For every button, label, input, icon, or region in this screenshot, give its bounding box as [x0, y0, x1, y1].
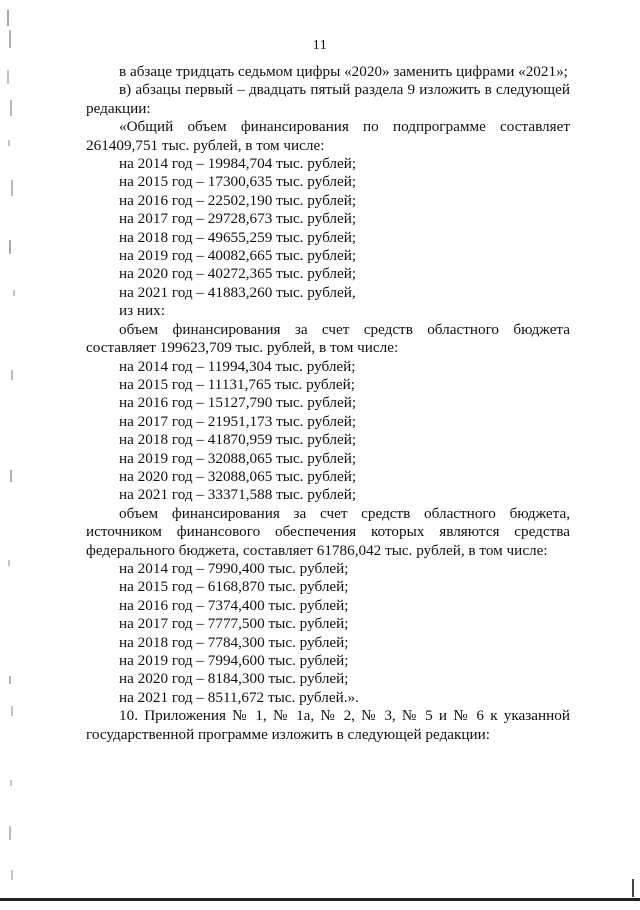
text-line: на 2017 год – 29728,673 тыс. рублей; [119, 210, 357, 228]
text-line: на 2016 год – 7374,400 тыс. рублей; [119, 596, 349, 614]
text-line: на 2014 год – 19984,704 тыс. рублей; [119, 155, 357, 173]
text-line: из них: [119, 302, 165, 320]
scan-corner-mark [632, 879, 634, 897]
text-line: в абзаце тридцать седьмом цифры «2020» заменить цифрами «2021»; [119, 63, 568, 80]
text-line: на 2021 год – 8511,672 тыс. рублей.». [119, 688, 359, 706]
text-line: на 2021 год – 41883,260 тыс. рублей, [119, 283, 356, 301]
text-line: «Общий объем финансирования по подпрограмме составляет [119, 118, 570, 136]
text-line: на 2016 год – 22502,190 тыс. рублей; [119, 191, 357, 209]
text-line: федерального бюджета, составляет 61786,042 тыс. рублей, в том числе: [86, 541, 548, 559]
text-line: 10. Приложения № 1, № 1а, № 2, № 3, № 5 и № 6 к указанной [119, 707, 570, 725]
text-line: на 2015 год – 11131,765 тыс. рублей; [119, 375, 355, 393]
scan-bottom-border [0, 898, 640, 901]
text-line: на 2020 год – 40272,365 тыс. рублей; [119, 265, 357, 283]
text-line: на 2015 год – 17300,635 тыс. рублей; [119, 173, 357, 191]
text-line: редакции: [86, 99, 151, 117]
text-line: на 2015 год – 6168,870 тыс. рублей; [119, 578, 349, 596]
text-line: на 2021 год – 33371,588 тыс. рублей; [119, 486, 357, 504]
text-line: составляет 199623,709 тыс. рублей, в том числе: [86, 339, 399, 357]
text-line: 261409,751 тыс. рублей, в том числе: [86, 136, 325, 154]
text-line: на 2018 год – 41870,959 тыс. рублей; [119, 431, 357, 449]
document-body [86, 63, 570, 744]
text-line: на 2016 год – 15127,790 тыс. рублей; [119, 394, 357, 412]
text-line: на 2018 год – 7784,300 тыс. рублей; [119, 633, 349, 651]
text-line: государственной программе изложить в следующей редакции: [86, 725, 491, 743]
text-line: на 2018 год – 49655,259 тыс. рублей; [119, 228, 357, 246]
text-line: на 2019 год – 32088,065 тыс. рублей; [119, 449, 357, 467]
text-line: в) абзацы первый – двадцать пятый раздела 9 изложить в следующей [119, 81, 570, 99]
text-line: на 2020 год – 32088,065 тыс. рублей; [119, 467, 357, 485]
text-line: на 2019 год – 7994,600 тыс. рублей; [119, 652, 349, 669]
text-line: на 2014 год – 11994,304 тыс. рублей; [119, 357, 356, 375]
page-number: 11 [312, 38, 328, 53]
text-line: источником финансового обеспечения которых являются средства [86, 523, 570, 541]
text-line: на 2019 год – 40082,665 тыс. рублей; [119, 247, 357, 265]
text-line: объем финансирования за счет средств областного бюджета [119, 320, 570, 338]
text-line: на 2020 год – 8184,300 тыс. рублей; [119, 670, 349, 688]
text-line: на 2017 год – 21951,173 тыс. рублей; [119, 412, 357, 430]
text-line: объем финансирования за счет средств областного бюджета, [119, 504, 570, 522]
scan-edge-marks [0, 0, 22, 905]
text-line: на 2017 год – 7777,500 тыс. рублей; [119, 615, 349, 633]
text-line: на 2014 год – 7990,400 тыс. рублей; [119, 559, 349, 577]
